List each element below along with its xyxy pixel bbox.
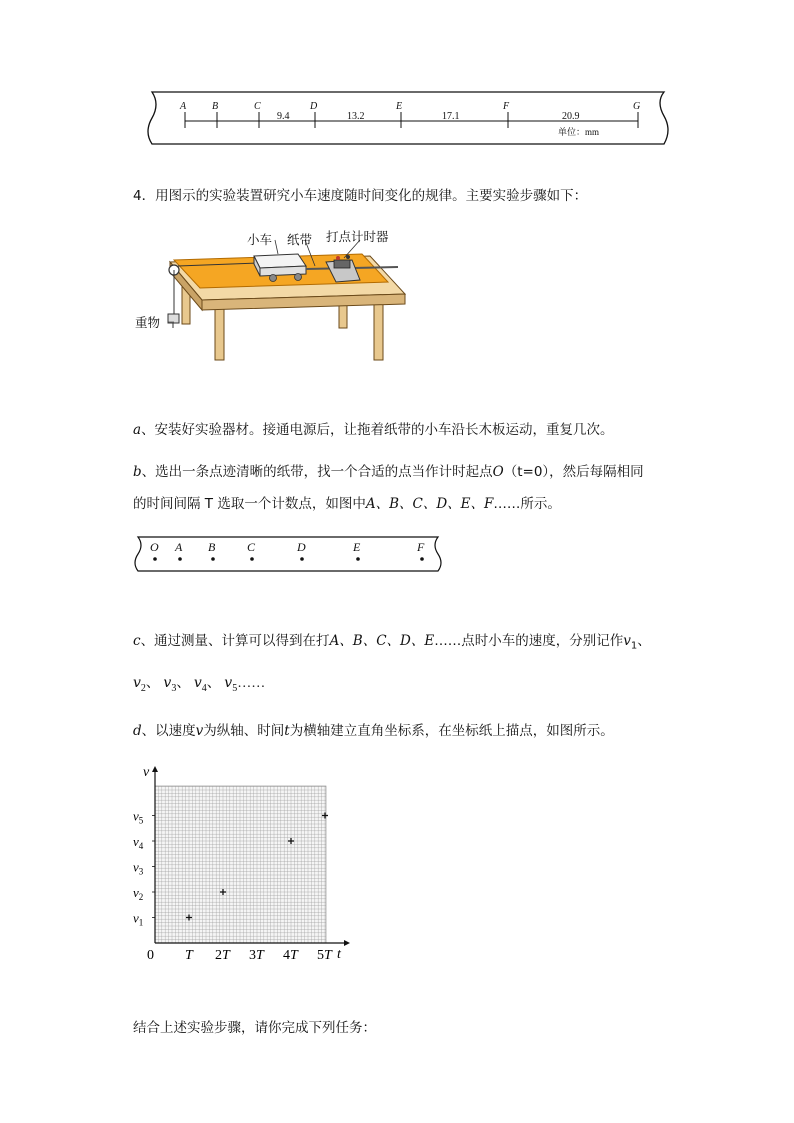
x-axis-arrow [344, 940, 350, 946]
y-tick-v4: $v_4$ [133, 834, 144, 851]
x-tick-5T: 5T [317, 948, 332, 963]
tape2-label-c: C [247, 540, 256, 554]
tape-segment-de: 13.2 [347, 111, 365, 122]
cart-label: 小车 [247, 232, 273, 247]
x-tick-labels [147, 948, 333, 963]
question-4-intro: 4．用图示的实验装置研究小车速度随时间变化的规律。主要实验步骤如下： [133, 188, 588, 204]
y-tick-v3: $v_3$ [133, 859, 144, 877]
y-tick-v2: $v_2$ [133, 885, 144, 902]
closing-instruction: 结合上述实验步骤，请你完成下列任务： [133, 1020, 376, 1036]
ticker-tape-measurements [144, 88, 674, 148]
x-tick-2T: 2T [215, 948, 230, 963]
x-axis-label: t [337, 947, 341, 962]
tape-segment-fg: 20.9 [562, 111, 580, 122]
x-tick-3T: 3T [249, 948, 264, 963]
y-tick-v1: $v_1$ [133, 910, 144, 928]
graph-grid [155, 786, 326, 943]
tape-segment-ef: 17.1 [442, 111, 460, 122]
step-c-line-1: c、通过测量、计算可以得到在打A、B、C、D、E……点时小车的速度，分别记作$v_1$、 [133, 633, 651, 652]
tape2-label-o: O [150, 540, 159, 554]
tape-label-a: A [180, 101, 187, 112]
timer-label: 打点计时器 [326, 229, 389, 244]
tape2-label-a: A [175, 540, 183, 554]
step-a: a、安装好实验器材。接通电源后，让拖着纸带的小车沿长木板运动，重复几次。 [133, 422, 614, 438]
tape-unit: 单位：mm [558, 127, 600, 137]
tape-label-d: D [310, 101, 318, 112]
y-tick-v5: $v_5$ [133, 808, 144, 826]
y-axis-label: v [143, 765, 150, 780]
tape-label-c: C [254, 101, 261, 112]
x-tick-T: T [185, 948, 193, 963]
step-c-line-2: $v_2$、 $v_3$、 $v_4$、 $v_5\dots\dots$ [133, 675, 266, 694]
tape2-label-e: E [353, 540, 361, 554]
tape-label-b: B [212, 101, 219, 112]
y-axis-arrow [152, 766, 158, 772]
tape2-label-b: B [208, 540, 216, 554]
tape-segment-cd: 9.4 [277, 111, 290, 122]
tape2-label-f: F [417, 540, 425, 554]
y-tick-labels [133, 809, 155, 928]
velocity-time-graph [130, 760, 360, 965]
weight-label: 重物 [135, 315, 161, 330]
step-b-line-1: b、选出一条点迹清晰的纸带，找一个合适的点当作计时起点O（t=0），然后每隔相同 [133, 464, 644, 480]
ticker-tape-counting-points [130, 534, 446, 574]
paper-tape-label: 纸带 [287, 232, 313, 247]
tape-label-f: F [503, 101, 510, 112]
tape2-label-d: D [297, 540, 306, 554]
step-b-line-2: 的时间间隔 T 选取一个计数点，如图中A、B、C、D、E、F……所示。 [133, 496, 561, 512]
step-d: d、以速度v为纵轴、时间t为横轴建立直角坐标系，在坐标纸上描点，如图所示。 [133, 723, 614, 739]
tape-label-e: E [396, 101, 403, 112]
x-tick-4T: 4T [283, 948, 298, 963]
x-tick-0: 0 [147, 948, 154, 963]
tape-label-g: G [633, 101, 641, 112]
